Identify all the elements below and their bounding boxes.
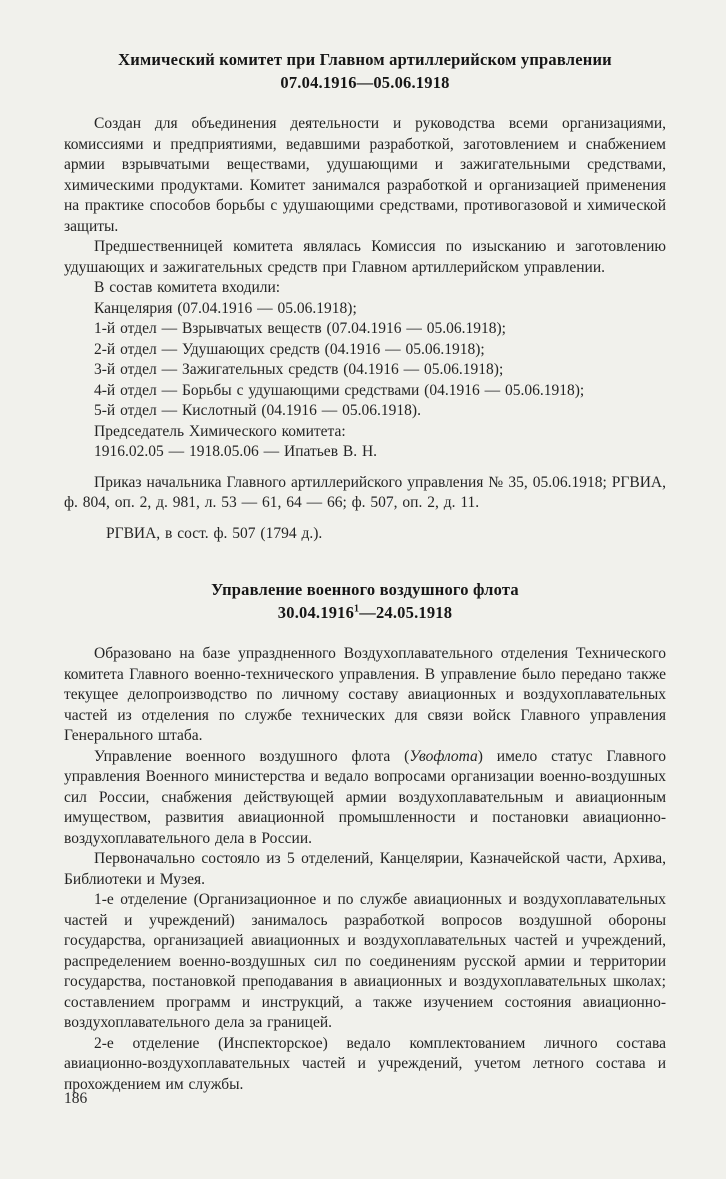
section1-title: Химический комитет при Главном артиллерийском управлении	[118, 50, 612, 69]
section2-dates	[64, 601, 666, 624]
section2-title: Управление военного воздушного флота	[211, 580, 519, 599]
section1-dates: 07.04.1916—05.06.1918	[280, 73, 450, 92]
chairman-label: Председатель Химического комитета:	[94, 422, 346, 440]
section1-heading	[64, 48, 666, 94]
term-uvoflota: Увофлота	[409, 747, 478, 765]
composition-item: 3-й отдел — Зажигательных средств (04.1916 — 05.06.1918);	[94, 361, 504, 378]
composition-item: 4-й отдел — Борьбы с удушающими средствами (04.1916 — 05.06.1918);	[94, 381, 585, 399]
composition-item: 1-й отдел — Взрывчатых веществ (07.04.1916 — 05.06.1918);	[94, 320, 506, 337]
composition-item: 5-й отдел — Кислотный (04.1916 — 05.06.1918).	[94, 402, 421, 419]
section2-paragraph-3: Первоначально состояло из 5 отделений, Канцелярии, Казначейской части, Архива, Библиотеки и Музея.	[64, 850, 666, 888]
footnote-marker: 1	[354, 603, 360, 615]
composition-intro: В состав комитета входили:	[94, 279, 281, 296]
section2-dates-end: —24.05.1918	[359, 603, 453, 622]
section2-paragraph-5: 2-е отделение (Инспекторское) ведало комплектованием личного состава авиационно-воздухоплавательных частей и учреждений, учетом летного состава и прохождением им службы.	[64, 1034, 666, 1093]
section1-source-reference: Приказ начальника Главного артиллерийского управления № 35, 05.06.1918; РГВИА, ф. 804, оп. 2, д. 981, л. 53 — 61, 64 — 66; ф. 507, оп. 2, д. 11.	[64, 473, 666, 511]
section1-archive-note: РГВИА, в сост. ф. 507 (1794 д.).	[106, 524, 323, 542]
composition-item: Канцелярия (07.04.1916 — 05.06.1918);	[94, 299, 357, 317]
section2-heading	[64, 578, 666, 624]
text-block	[64, 48, 666, 1095]
paragraph-text: Управление военного воздушного флота (	[94, 747, 410, 765]
section2-paragraph-1: Образовано на базе упраздненного Воздухоплавательного отделения Технического комитета Главного военно-технического управления. В управление было передано также текущее делопроизводство по личному составу авиационных и воздухоплавательных частей из отделения по службе технических для связи войск Главного управления Генерального штаба.	[64, 645, 666, 744]
section2-dates-start: 30.04.1916	[277, 603, 355, 622]
composition-item: 2-й отдел — Удушающих средств (04.1916 — 05.06.1918);	[94, 340, 485, 358]
paragraph-text: ) имело статус Главного управления Военного министерства и ведало вопросами организации военно-воздушных сил России, снабжения действующей армии воздухоплавательным и авиационным имуществом, развития авиационной промышленности и постановки авиационно-воздухоплавательного дела в России.	[64, 747, 666, 847]
page-number: 186	[64, 1090, 88, 1107]
section1-paragraph-2: Предшественницей комитета являлась Комиссия по изысканию и заготовлению удушающих и зажигательных средств при Главном артиллерийском управлении.	[64, 238, 666, 276]
section1-paragraph-1: Создан для объединения деятельности и руководства всеми организациями, комиссиями и предприятиями, ведавшими разработкой, заготовлением и снабжением армии взрывчатыми веществами, удушающими и зажигательными средствами, химическими продуктами. Комитет занимался разработкой и организацией применения на практике способов борьбы с удушающими средствами, противогазовой и химической защиты.	[64, 115, 666, 235]
section2-paragraph-2	[64, 747, 666, 850]
chairman-entry: 1916.02.05 — 1918.05.06 — Ипатьев В. Н.	[94, 443, 378, 460]
section2-paragraph-4: 1-е отделение (Организационное и по службе авиационных и воздухоплавательных частей и учреждений) занималось разработкой вопросов воздушной обороны государства, организацией авиационных и воздухоплавательных частей и учреждений, распределением военно-воздушных сил по соединениям русской армии и территории государства, постановкой преподавания в авиационных и воздухоплавательных школах; составлением программ и инструкций, а также изучением состояния авиационно-воздухоплавательного дела за границей.	[64, 891, 666, 1031]
